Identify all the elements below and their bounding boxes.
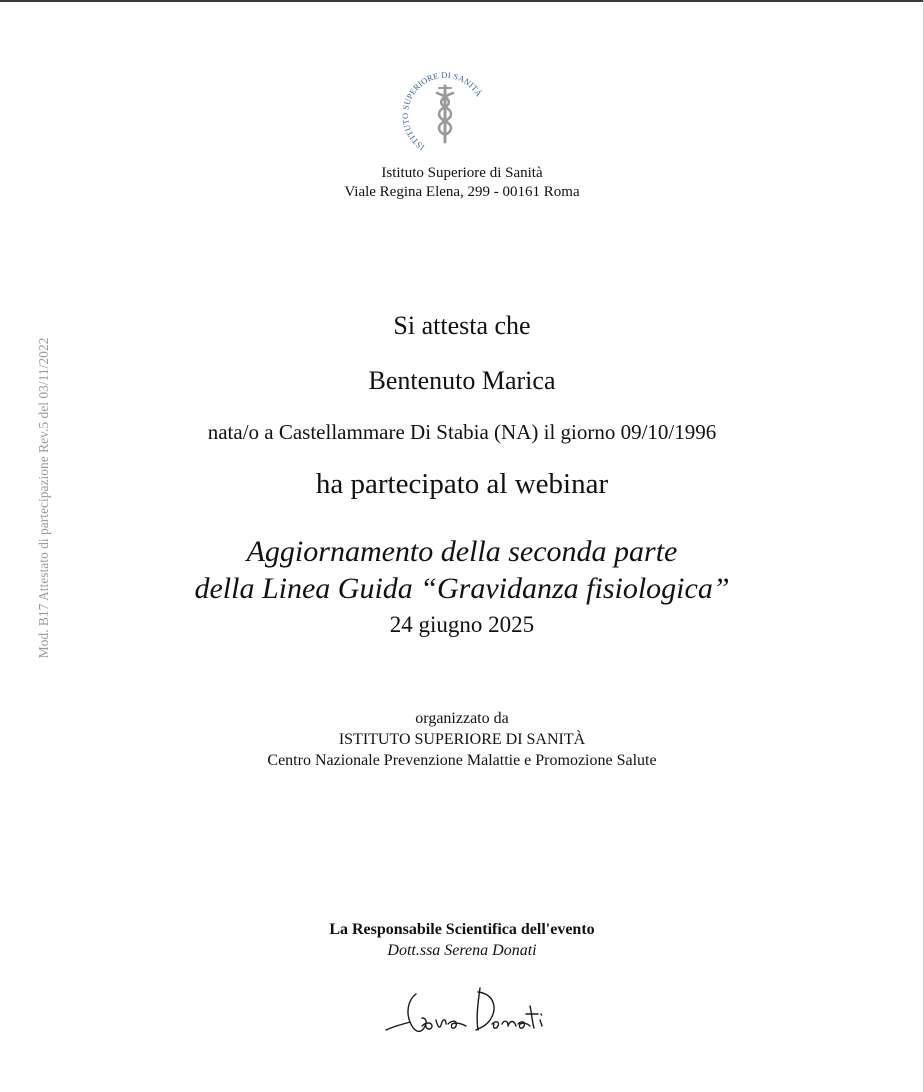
- participation-statement: ha partecipato al webinar: [315, 468, 609, 500]
- certificate-intro: Si attesta che: [393, 311, 531, 340]
- institute-address: Viale Regina Elena, 299 - 00161 Roma: [344, 184, 580, 200]
- iss-logo: [401, 66, 489, 154]
- birth-info: nata/o a Castellammare Di Stabia (NA) il giorno 09/10/1996: [207, 420, 717, 444]
- institute-block: [0, 164, 924, 202]
- logo-ring-text: [401, 71, 484, 152]
- logo-ring-textpath: ISTITUTO SUPERIORE DI SANITÀ: [401, 70, 484, 152]
- event-date: 24 giugno 2025: [389, 612, 535, 637]
- organizer-name: ISTITUTO SUPERIORE DI SANITÀ: [338, 731, 586, 748]
- webinar-title-line-1: Aggiornamento della seconda parte: [246, 535, 678, 568]
- participant-name: Bentenuto Marica: [368, 366, 556, 395]
- organizer-center: Centro Nazionale Prevenzione Malattie e Promozione Salute: [267, 752, 657, 769]
- webinar-title: [0, 533, 924, 607]
- organizer-block: [0, 708, 924, 771]
- document-code: Mod. B17 Attestato di partecipazione Rev.5 del 03/11/2022: [36, 337, 51, 659]
- institute-name: Istituto Superiore di Sanità: [381, 165, 543, 181]
- top-border: [0, 0, 924, 2]
- caduceus-icon: [437, 86, 453, 142]
- organizer-label: organizzato da: [415, 710, 509, 727]
- responsible-name: Dott.ssa Serena Donati: [387, 942, 537, 959]
- responsible-role: La Responsabile Scientifica dell'evento: [329, 921, 595, 938]
- webinar-title-line-2: della Linea Guida “Gravidanza fisiologica”: [194, 572, 730, 605]
- handwritten-signature: [380, 978, 550, 1044]
